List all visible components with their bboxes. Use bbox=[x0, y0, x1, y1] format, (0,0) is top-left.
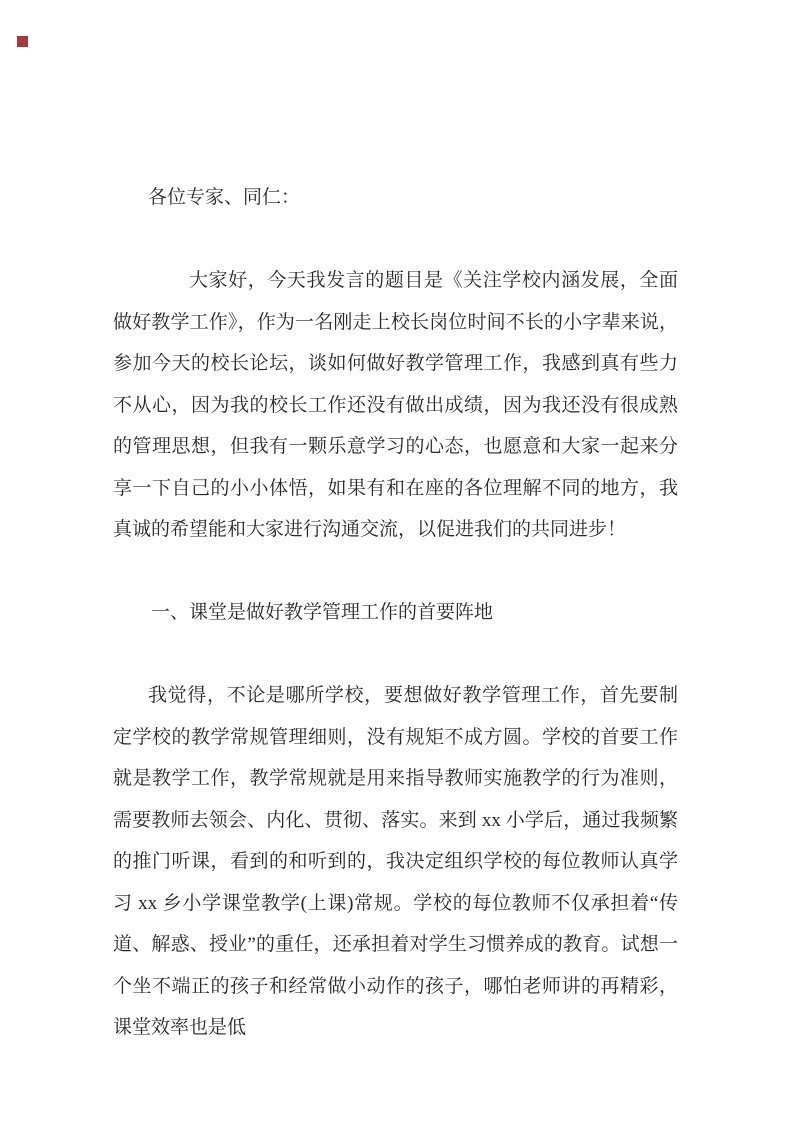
document-text-body bbox=[113, 177, 678, 1049]
section-paragraph: 我觉得，不论是哪所学校，要想做好教学管理工作，首先要制定学校的教学常规管理细则，没有规矩不成方圆。学校的首要工作就是教学工作，教学常规就是用来指导教师实施教学的行为准则，需要教师去领会、内化、贯彻、落实。来到 xx 小学后，通过我频繁的推门听课，看到的和听到的，我决定组织学校的每位教师认真学习 xx 乡小学课堂教学(上课)常规。学校的每位教师不仅承担着“传道、解惑、授业”的重任，还承担着对学生习惯养成的教育。试想一个坐不端正的孩子和经常做小动作的孩子，哪怕老师讲的再精彩，课堂效率也是低 bbox=[113, 685, 678, 1038]
corner-marker bbox=[17, 36, 28, 47]
opening-paragraph: 大家好，今天我发言的题目是《关注学校内涵发展，全面做好教学工作》，作为一名刚走上校长岗位时间不长的小字辈来说，参加今天的校长论坛，谈如何做好教学管理工作，我感到真有些力不从心，因为我的校长工作还没有做出成绩，因为我还没有很成熟的管理思想，但我有一颗乐意学习的心态，也愿意和大家一起来分享一下自己的小小体悟，如果有和在座的各位理解不同的地方，我真诚的希望能和大家进行沟通交流，以促进我们的共同进步！ bbox=[113, 270, 678, 540]
salutation-line: 各位专家、同仁： bbox=[148, 187, 301, 208]
section-heading: 一、课堂是做好教学管理工作的首要阵地 bbox=[151, 602, 494, 623]
